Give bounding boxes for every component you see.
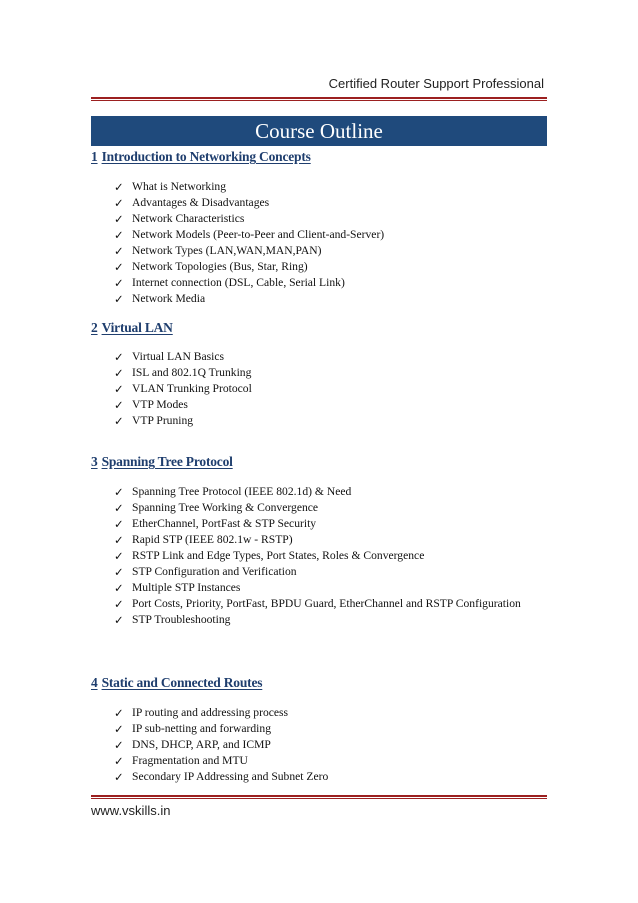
section-4 [91, 675, 547, 785]
list-item: ✓ RSTP Link and Edge Types, Port States, Roles & Convergence [114, 549, 425, 563]
check-icon: ✓ [114, 244, 124, 258]
check-icon: ✓ [114, 485, 124, 499]
list-item: ✓ Network Models (Peer-to-Peer and Client-and-Server) [114, 228, 385, 242]
check-icon: ✓ [114, 613, 124, 627]
list-item: ✓ VTP Modes [114, 398, 188, 412]
check-icon: ✓ [114, 549, 124, 563]
section-title-text: Virtual LAN [101, 320, 173, 335]
check-icon: ✓ [114, 350, 124, 364]
section-item-list [114, 705, 547, 785]
section-title [91, 320, 547, 336]
list-item: ✓ Spanning Tree Protocol (IEEE 802.1d) & Need [114, 485, 352, 499]
footer-divider [91, 795, 547, 797]
page-header: Certified Router Support Professional [328, 76, 544, 91]
list-item: ✓ EtherChannel, PortFast & STP Security [114, 517, 317, 531]
list-item: ✓ Virtual LAN Basics [114, 350, 225, 364]
list-item: ✓ Fragmentation and MTU [114, 754, 248, 768]
check-icon: ✓ [114, 597, 124, 611]
list-item: ✓ Port Costs, Priority, PortFast, BPDU Guard, EtherChannel and RSTP Configuration [114, 597, 521, 611]
check-icon: ✓ [114, 292, 124, 306]
list-item: ✓ Spanning Tree Working & Convergence [114, 501, 319, 515]
check-icon: ✓ [114, 738, 124, 752]
section-number: 1 [91, 149, 98, 164]
list-item: ✓ Network Media [114, 292, 206, 306]
check-icon: ✓ [114, 517, 124, 531]
list-item: ✓ Rapid STP (IEEE 802.1w - RSTP) [114, 533, 293, 547]
check-icon: ✓ [114, 565, 124, 579]
check-icon: ✓ [114, 260, 124, 274]
section-title [91, 454, 547, 470]
section-title-text: Introduction to Networking Concepts [101, 149, 311, 164]
check-icon: ✓ [114, 212, 124, 226]
section-1 [91, 149, 547, 307]
check-icon: ✓ [114, 770, 124, 784]
check-icon: ✓ [114, 180, 124, 194]
list-item: ✓ DNS, DHCP, ARP, and ICMP [114, 738, 271, 752]
section-3 [91, 454, 547, 628]
list-item: ✓ Internet connection (DSL, Cable, Serial Link) [114, 276, 345, 290]
section-title-text: Static and Connected Routes [101, 675, 263, 690]
header-divider [91, 97, 547, 99]
section-number: 2 [91, 320, 98, 335]
course-outline-title: Course Outline [91, 116, 547, 146]
list-item: ✓ IP sub-netting and forwarding [114, 722, 271, 736]
check-icon: ✓ [114, 754, 124, 768]
check-icon: ✓ [114, 414, 124, 428]
list-item: ✓ STP Configuration and Verification [114, 565, 297, 579]
list-item: ✓ Advantages & Disadvantages [114, 196, 270, 210]
check-icon: ✓ [114, 533, 124, 547]
check-icon: ✓ [114, 228, 124, 242]
section-number: 4 [91, 675, 98, 690]
list-item: ✓ VLAN Trunking Protocol [114, 382, 252, 396]
list-item: ✓ IP routing and addressing process [114, 706, 289, 720]
check-icon: ✓ [114, 722, 124, 736]
check-icon: ✓ [114, 196, 124, 210]
header-divider-thin [91, 100, 547, 101]
list-item: ✓ What is Networking [114, 180, 227, 194]
section-number: 3 [91, 454, 98, 469]
list-item: ✓ Secondary IP Addressing and Subnet Zero [114, 770, 329, 784]
list-item: ✓ Network Types (LAN,WAN,MAN,PAN) [114, 244, 322, 258]
footer-website: www.vskills.in [91, 803, 171, 818]
list-item: ✓ Network Characteristics [114, 212, 245, 226]
check-icon: ✓ [114, 382, 124, 396]
section-item-list [114, 484, 547, 628]
section-title [91, 149, 547, 165]
list-item: ✓ Network Topologies (Bus, Star, Ring) [114, 260, 308, 274]
list-item: ✓ ISL and 802.1Q Trunking [114, 366, 252, 380]
check-icon: ✓ [114, 706, 124, 720]
check-icon: ✓ [114, 501, 124, 515]
list-item: ✓ STP Troubleshooting [114, 613, 231, 627]
section-title [91, 675, 547, 691]
check-icon: ✓ [114, 581, 124, 595]
section-item-list [114, 349, 547, 429]
check-icon: ✓ [114, 398, 124, 412]
list-item: ✓ VTP Pruning [114, 414, 194, 428]
footer-divider-thin [91, 798, 547, 799]
section-item-list [114, 179, 547, 307]
check-icon: ✓ [114, 366, 124, 380]
section-2 [91, 320, 547, 429]
section-title-text: Spanning Tree Protocol [101, 454, 233, 469]
check-icon: ✓ [114, 276, 124, 290]
list-item: ✓ Multiple STP Instances [114, 581, 241, 595]
